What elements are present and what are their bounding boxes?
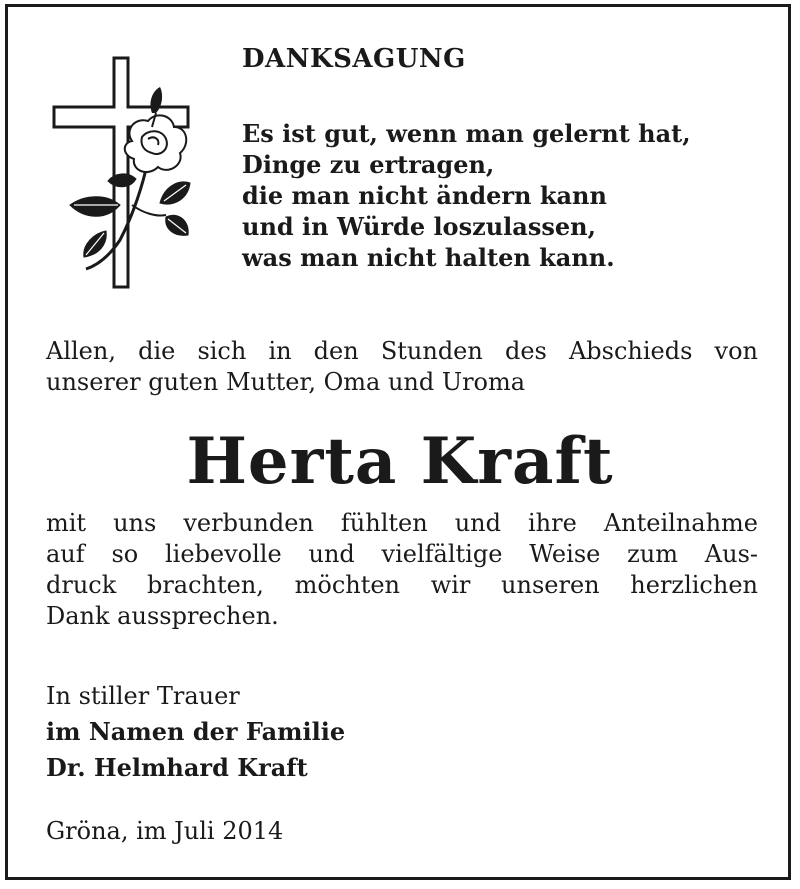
poem-line: die man nicht ändern kann <box>242 181 607 210</box>
poem-line: Es ist gut, wenn man gelernt hat, <box>242 119 691 148</box>
deceased-name: Herta Kraft <box>186 424 614 499</box>
main-paragraph <box>46 508 758 632</box>
intro-line: Allen, die sich in den Stunden des Abschieds von <box>46 337 758 365</box>
main-line: Dank aussprechen. <box>46 602 279 630</box>
poem <box>242 118 691 273</box>
main-line: auf so liebevolle und vielfältige Weise zum Aus- <box>46 540 758 568</box>
poem-line: und in Würde loszulassen, <box>242 212 596 241</box>
closing-mourning: In stiller Trauer <box>46 682 240 710</box>
main-line: druck brachten, möchten wir unseren herzlichen <box>46 571 758 599</box>
closing-block <box>46 678 345 786</box>
cross-with-rose-icon <box>48 55 198 295</box>
place-date: Gröna, im Juli 2014 <box>46 817 284 845</box>
intro-paragraph <box>46 336 758 398</box>
closing-signatory: Dr. Helmhard Kraft <box>46 753 308 782</box>
poem-line: Dinge zu ertragen, <box>242 150 495 179</box>
poem-line: was man nicht halten kann. <box>242 243 615 272</box>
closing-family: im Namen der Familie <box>46 717 346 746</box>
intro-line: unserer guten Mutter, Oma und Uroma <box>46 368 526 396</box>
notice-heading: DANKSAGUNG <box>242 44 466 74</box>
main-line: mit uns verbunden fühlten und ihre Anteilnahme <box>46 509 758 537</box>
